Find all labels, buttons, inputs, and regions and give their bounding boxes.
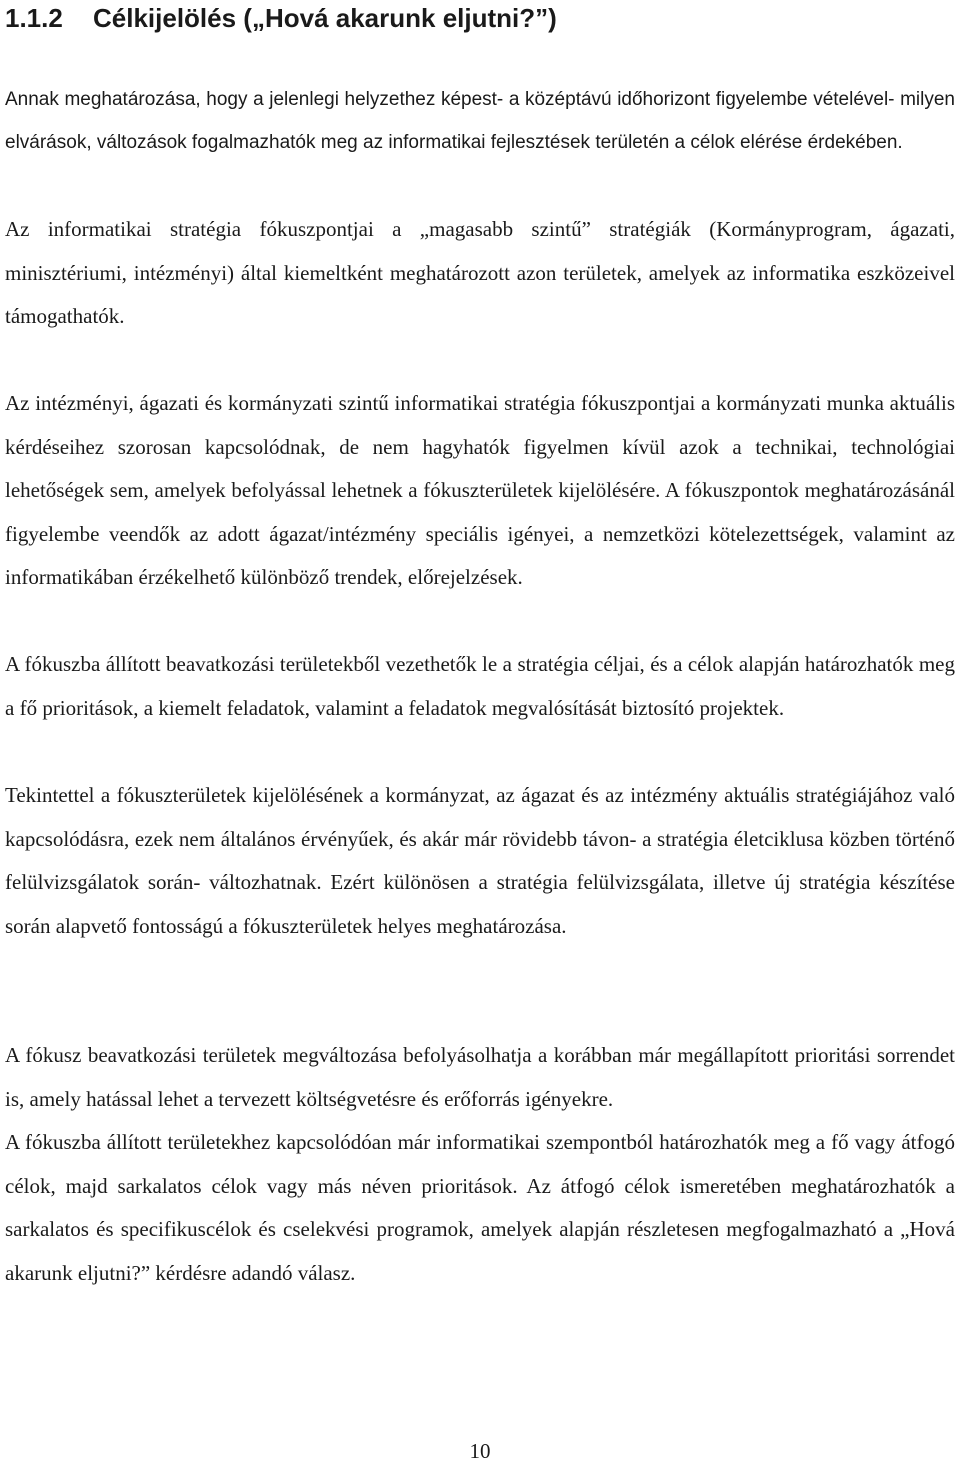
paragraph-goals: A fókuszba állított területekhez kapcsolódóan már informatikai szempontból határozhatók meg a fő vagy átfogó célok, majd sarkalatos célok vagy más néven prioritások. Az átfogó célok ismeretében meghatározhatók a sarkalatos és specifikuscélok és cselekvési programok, amelyek alapján részletesen megfogalmazható a „Hová akarunk eljutni?” kérdésre adandó válasz.	[5, 1130, 955, 1285]
section-heading	[5, 0, 557, 36]
section-number: 1.1.2	[5, 3, 63, 33]
paragraph-priority-order: A fókusz beavatkozási területek megváltozása befolyásolhatja a korábban már megállapított prioritási sorrendet is, amely hatással lehet a tervezett költségvetésre és erőforrás igényekre.	[5, 1043, 955, 1111]
section-title: Célkijelölés („Hová akarunk eljutni?”)	[93, 3, 557, 33]
paragraph-intervention-areas: A fókuszba állított beavatkozási területekből vezethetők le a stratégia céljai, és a célok alapján határozhatók meg a fő prioritások, a kiemelt feladatok, valamint a feladatok megvalósítását biztosító projektek.	[5, 652, 955, 720]
paragraph-focus-area-review: Tekintettel a fókuszterületek kijelölésének a kormányzat, az ágazat és az intézmény aktuális stratégiájához való kapcsolódásra, ezek nem általános érvényűek, és akár már rövidebb távon- a stratégia életciklusa közben történő felülvizsgálatok során- változhatnak. Ezért különösen a stratégia felülvizsgálata, illetve új stratégia készítése során alapvető fontosságú a fókuszterületek helyes meghatározása.	[5, 783, 955, 938]
paragraph-focus-points: Az informatikai stratégia fókuszpontjai a „magasabb szintű” stratégiák (Kormányprogram, ágazati, minisztériumi, intézményi) által kiemeltként meghatározott azon területek, amelyek az informatika eszközeivel támogathatók.	[5, 217, 955, 328]
page-number: 10	[469, 1439, 491, 1463]
paragraph-institutional-levels: Az intézményi, ágazati és kormányzati szintű informatikai stratégia fókuszpontjai a kormányzati munka aktuális kérdéseihez szorosan kapcsolódnak, de nem hagyhatók figyelmen kívül azok a technikai, technológiai lehetőségek sem, amelyek befolyással lehetnek a fókuszterületek kijelölésére. A fókuszpontok meghatározásánál figyelembe veendők az adott ágazat/intézmény speciális igényei, a nemzetközi kötelezettségek, valamint az informatikában érzékelhető különböző trendek, előrejelzések.	[5, 391, 955, 589]
paragraph-intro: Annak meghatározása, hogy a jelenlegi helyzethez képest- a középtávú időhorizont figyelembe vételével- milyen elvárások, változások fogalmazhatók meg az informatikai fejlesztések területén a célok elérése érdekében.	[5, 89, 955, 153]
